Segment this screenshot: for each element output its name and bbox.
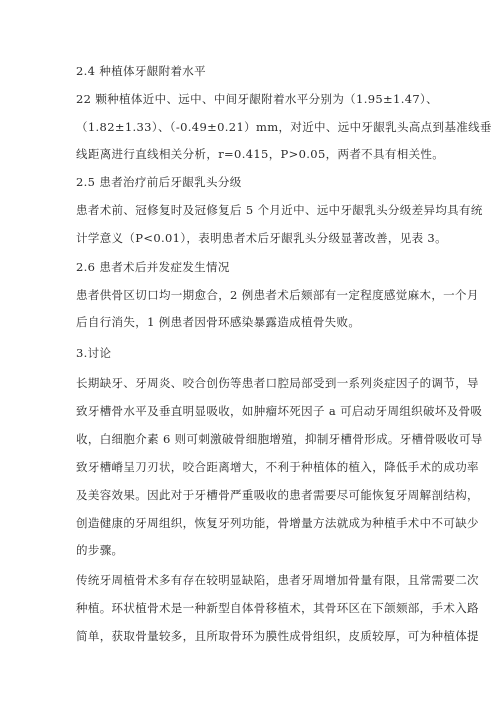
paragraph-line: 线距离进行直线相关分析，r=0.415，P>0.05，两者不具有相关性。 bbox=[76, 147, 445, 161]
paragraph-line: 创造健康的牙周组织，恢复牙列功能，骨增量方法就成为种植手术中不可缺少 bbox=[76, 516, 479, 530]
paragraph-line: 计学意义（P<0.01），表明患者术后牙龈乳头分级显著改善，见表 3。 bbox=[76, 231, 447, 245]
paragraph-line: 收，白细胞介素 6 则可刺激破骨细胞增殖，抑制牙槽骨形成。牙槽骨吸收可导 bbox=[76, 432, 483, 446]
paragraph-line: 致牙槽嵴呈刀刃状，咬合距离增大，不利于种植体的植入，降低手术的成功率 bbox=[76, 460, 479, 474]
paragraph-line: 患者供骨区切口均一期愈合，2 例患者术后颏部有一定程度感觉麻木，一个月 bbox=[76, 288, 479, 302]
section-heading-2-6: 2.6 患者术后并发症发生情况 bbox=[76, 260, 230, 274]
paragraph-line: 传统牙周植骨术多有存在较明显缺陷，患者牙周增加骨量有限，且常需要二次 bbox=[76, 573, 479, 587]
paragraph-line: （1.82±1.33）、（-0.49±0.21）mm，对近中、远中牙龈乳头高点到基准线垂 bbox=[76, 120, 492, 134]
section-heading-2-4: 2.4 种植体牙龈附着水平 bbox=[76, 64, 206, 78]
section-heading-2-5: 2.5 患者治疗前后牙龈乳头分级 bbox=[76, 175, 242, 189]
paragraph-line: 患者术前、冠修复时及冠修复后 5 个月近中、远中牙龈乳头分级差异均具有统 bbox=[76, 203, 483, 217]
paragraph-line: 简单，获取骨量较多，且所取骨环为膜性成骨组织，皮质较厚，可为种植体提 bbox=[76, 629, 479, 643]
paragraph-line: 的步骤。 bbox=[76, 543, 124, 557]
section-heading-3: 3.讨论 bbox=[76, 346, 112, 360]
paragraph-line: 长期缺牙、牙周炎、咬合创伤等患者口腔局部受到一系列炎症因子的调节，导 bbox=[76, 376, 479, 390]
paragraph-line: 后自行消失，1 例患者因骨环感染暴露造成植骨失败。 bbox=[76, 315, 361, 329]
paragraph-line: 及美容效果。因此对于牙槽骨严重吸收的患者需要尽可能恢复牙周解剖结构， bbox=[76, 488, 479, 502]
paragraph-line: 22 颗种植体近中、远中、中间牙龈附着水平分别为（1.95±1.47）、 bbox=[76, 92, 438, 106]
paragraph-line: 种植。环状植骨术是一种新型自体骨移植术，其骨环区在下颌颏部，手术入路 bbox=[76, 601, 479, 615]
paragraph-line: 致牙槽骨水平及垂直明显吸收，如肿瘤坏死因子 a 可启动牙周组织破坏及骨吸 bbox=[76, 404, 483, 418]
